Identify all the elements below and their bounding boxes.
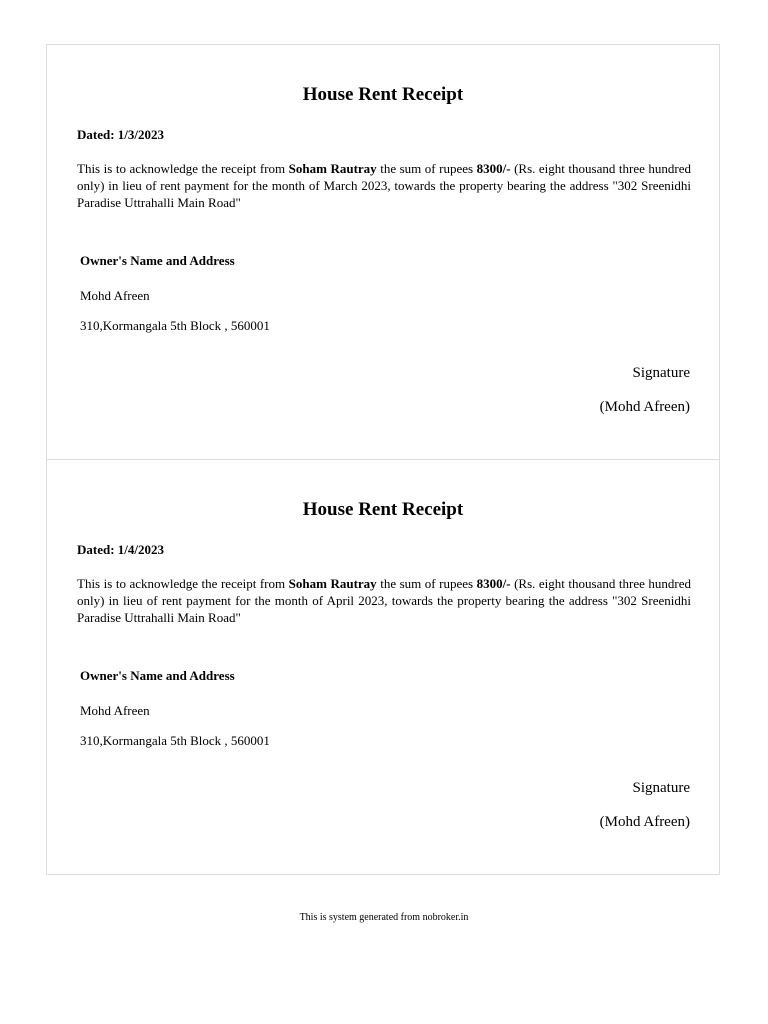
signature-label: Signature: [632, 780, 690, 796]
receipt-title: House Rent Receipt: [302, 499, 464, 520]
body-rest: (Rs. eight thousand three hundred only) in lieu of rent payment for the month of April 2023, towards the property bearing the address "302 Sreenidhi Paradise Uttrahalli Main Road": [77, 576, 691, 625]
signer-name: (Mohd Afreen): [599, 814, 690, 830]
owner-name: Mohd Afreen: [80, 288, 150, 303]
signature-label: Signature: [632, 365, 690, 381]
body-mid: the sum of rupees: [376, 576, 477, 591]
footer-note: This is system generated from nobroker.in: [299, 912, 469, 923]
receipt-card: [46, 44, 720, 460]
receipt-body: [77, 575, 691, 626]
receipt-date: Dated: 1/4/2023: [77, 542, 165, 557]
body-mid: the sum of rupees: [376, 161, 477, 176]
receipt-title: House Rent Receipt: [302, 84, 464, 105]
signer-name: (Mohd Afreen): [599, 399, 690, 415]
owner-heading: Owner's Name and Address: [80, 668, 235, 683]
body-intro: This is to acknowledge the receipt from: [77, 161, 289, 176]
rent-amount: 8300/-: [476, 161, 511, 176]
body-rest: (Rs. eight thousand three hundred only) in lieu of rent payment for the month of March 2023, towards the property bearing the address "302 Sreenidhi Paradise Uttrahalli Main Road": [77, 161, 691, 210]
receipt-date: Dated: 1/3/2023: [77, 127, 165, 142]
rent-amount: 8300/-: [476, 576, 511, 591]
body-intro: This is to acknowledge the receipt from: [77, 576, 289, 591]
owner-heading: Owner's Name and Address: [80, 253, 235, 268]
tenant-name: Soham Rautray: [288, 161, 377, 176]
tenant-name: Soham Rautray: [288, 576, 377, 591]
owner-address: 310,Kormangala 5th Block , 560001: [80, 733, 270, 748]
owner-name: Mohd Afreen: [80, 703, 150, 718]
receipt-card: [46, 459, 720, 875]
owner-address: 310,Kormangala 5th Block , 560001: [80, 318, 270, 333]
receipt-body: [77, 160, 691, 211]
